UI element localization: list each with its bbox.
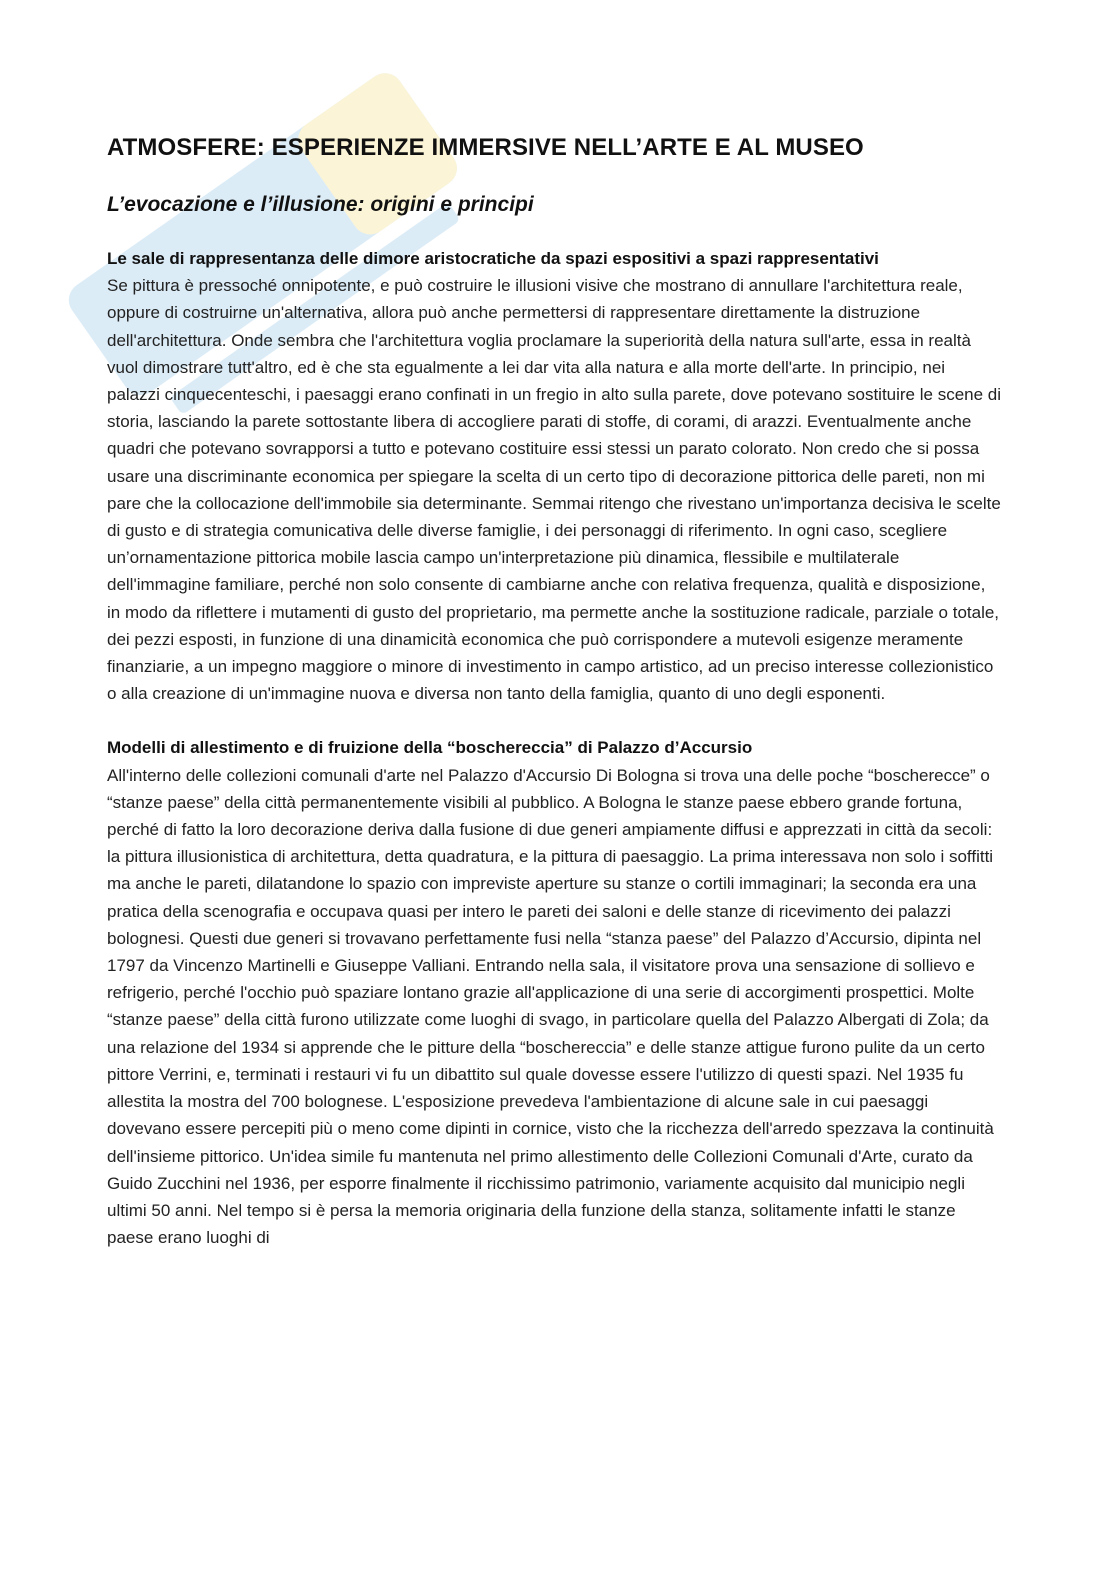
section-modelli-di-allestimento [107,734,1002,1251]
section-heading: Modelli di allestimento e di fruizione della “boschereccia” di Palazzo d’Accursio [107,738,753,758]
document-page [107,133,1002,1251]
section-heading: Le sale di rappresentanza delle dimore aristocratiche da spazi espositivi a spazi rappresentativi [107,249,879,268]
document-title: ATMOSFERE: ESPERIENZE IMMERSIVE NELL’ARTE E AL MUSEO [107,134,864,161]
section-body: Se pittura è pressoché onnipotente, e può costruire le illusioni visive che mostrano di annullare l'architettura reale, oppure di costruirne un'alternativa, allora può anche permettersi di rappresentare direttamente la distruzione dell'architettura. Onde sembra che l'architettura voglia proclamare la superiorità della natura sull'arte, essa in realtà vuol dimostrare tutt'altro, ed è che sta egualmente a lei dar vita alla natura e alla morte dell'arte. In principio, nei palazzi cinquecenteschi, i paesaggi erano confinati in un fregio in alto sulla parete, dove potevano sostituire le scene di storia, lasciando la parete sottostante libera di accogliere parati di stoffe, di corami, di arazzi. Eventualmente anche quadri che potevano sovrapporsi a tutto e potevano costituire essi stessi un parato colorato. Non credo che si possa usare una discriminante economica per spiegare la scelta di un certo tipo di decorazione pittorica delle pareti, non mi pare che la collocazione dell'immobile sia determinante. Semmai ritengo che rivestano un'importanza decisiva le scelte di gusto e di strategia comunicativa delle diverse famiglie, i dei personaggi di riferimento. In ogni caso, scegliere un’ornamentazione pittorica mobile lascia campo un'interpretazione più dinamica, flessibile e multilaterale dell'immagine familiare, perché non solo consente di cambiarne anche con relativa frequenza, qualità e disposizione, in modo da riflettere i mutamenti di gusto del proprietario, ma permette anche la sostituzione radicale, parziale o totale, dei pezzi esposti, in funzione di una dinamicità economica che può corrispondere a mutevoli esigenze meramente finanziarie, a un impegno maggiore o minore di investimento in campo artistico, ad un preciso interesse collezionistico o alla creazione di un'immagine nuova e diversa non tanto della famiglia, quanto di uno degli esponenti. [107,276,1002,704]
document-subtitle: L’evocazione e l’illusione: origini e principi [107,193,534,216]
section-body: All'interno delle collezioni comunali d'arte nel Palazzo d'Accursio Di Bologna si trova una delle poche “boscherecce” o “stanze paese” della città permanentemente visibili al pubblico. A Bologna le stanze paese ebbero grande fortuna, perché di fatto la loro decorazione deriva dalla fusione di due generi ampiamente diffusi e apprezzati in città da secoli: la pittura illusionistica di architettura, detta quadratura, e la pittura di paesaggio. La prima interessava non solo i soffitti ma anche le pareti, dilatandone lo spazio con impreviste aperture su stanze o cortili immaginari; la seconda era una pratica della scenografia e occupava quasi per intero le pareti dei saloni e delle stanze di ricevimento dei palazzi bolognesi. Questi due generi si trovavano perfettamente fusi nella “stanza paese” del Palazzo d’Accursio, dipinta nel 1797 da Vincenzo Martinelli e Giuseppe Valliani. Entrando nella sala, il visitatore prova una sensazione di sollievo e refrigerio, perché l'occhio può spaziare lontano grazie all'applicazione di una serie di accorgimenti prospettici. Molte “stanze paese” della città furono utilizzate come luoghi di svago, in particolare quella del Palazzo Albergati di Zola; da una relazione del 1934 si apprende che le pitture della “boschereccia” e delle stanze attigue furono pulite da un certo pittore Verrini, e, terminati i restauri vi fu un dibattito sul quale dovesse essere l'utilizzo di questi spazi. Nel 1935 fu allestita la mostra del 700 bolognese. L'esposizione prevedeva l'ambientazione di alcune sale in cui paesaggi dovevano essere percepiti più o meno come dipinti in cornice, visto che la ricchezza dell'arredo spezzava la continuità dell'insieme pittorico. Un'idea simile fu mantenuta nel primo allestimento delle Collezioni Comunali d'Arte, curato da Guido Zucchini nel 1936, per esporre finalmente il ricchissimo patrimonio, variamente acquisito dal municipio negli ultimi 50 anni. Nel tempo si è persa la memoria originaria della funzione della stanza, solitamente infatti le stanze paese erano luoghi di [107,765,994,1248]
section-sale-di-rappresentanza [107,245,1002,707]
